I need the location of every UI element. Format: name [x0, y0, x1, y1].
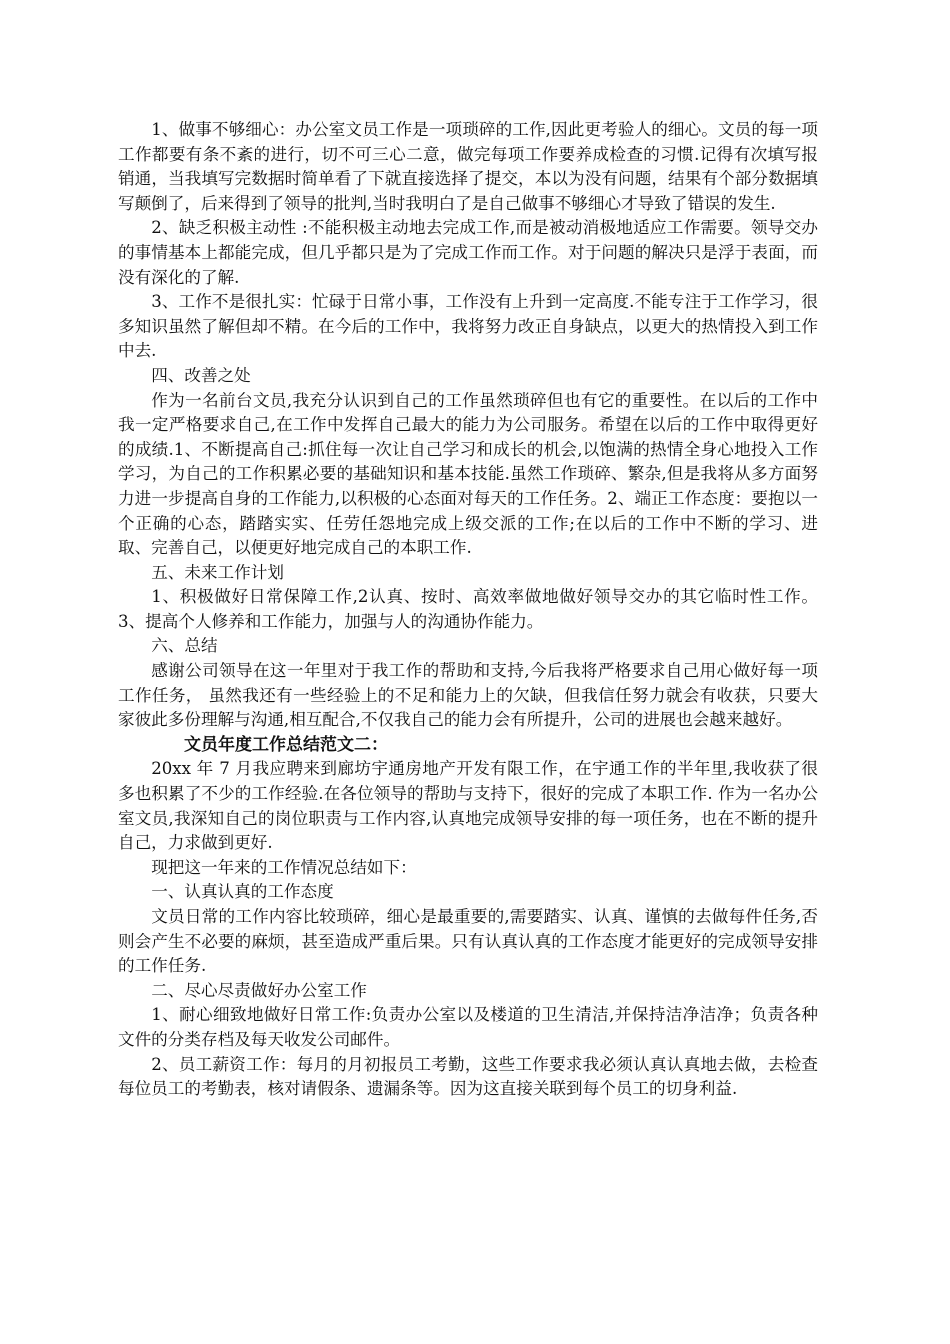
paragraph-not-solid: 3、工作不是很扎实：忙碌于日常小事，工作没有上升到一定高度.不能专注于工作学习，很多知识虽然了解但却不精。在今后的工作中，我将努力改正自身缺点，以更大的热情投入到工作中去. [118, 292, 818, 361]
paragraph-intro: 20xx 年 7 月我应聘来到廊坊宇通房地产开发有限工作，在宇通工作的半年里,我收获了很多也积累了不少的工作经验.在各位领导的帮助与支持下，很好的完成了本职工作. 作为一名办公室文员,我深知自己的岗位职责与工作内容,认真地完成领导安排的每一项任务，也在不断的提升自己，力求做到更好. [118, 759, 818, 853]
heading-attitude: 一、认真认真的工作态度 [151, 882, 334, 902]
heading-summary: 六、总结 [151, 636, 218, 656]
document-page [118, 118, 818, 1102]
paragraph-improvements: 作为一名前台文员,我充分认识到自己的工作虽然琐碎但也有它的重要性。在以后的工作中我一定严格要求自己,在工作中发挥自己最大的能力为公司服务。希望在以后的工作中取得更好的成绩.1、不断提高自己:抓住每一次让自己学习和成长的机会,以饱满的热情全身心地投入工作学习，为自己的工作积累必要的基础知识和基本技能.虽然工作琐碎、繁杂,但是我将从多方面努力进一步提高自身的工作能力,以积极的心态面对每天的工作任务。2、端正工作态度：要抱以一个正确的心态，踏踏实实、任劳任怨地完成上级交派的工作;在以后的工作中不断的学习、进取、完善自己，以便更好地完成自己的本职工作. [118, 390, 818, 558]
paragraph-summary-lead: 现把这一年来的工作情况总结如下： [151, 857, 417, 877]
paragraph-summary: 感谢公司领导在这一年里对于我工作的帮助和支持,今后我将严格要求自己用心做好每一项工作任务， 虽然我还有一些经验上的不足和能力上的欠缺，但我信任努力就会有收获，只要大家彼此多份理解与沟通,相互配合,不仅我自己的能力会有所提升，公司的进展也会越来越好。 [118, 661, 818, 730]
paragraph-lack-initiative: 2、缺乏积极主动性 :不能积极主动地去完成工作,而是被动消极地适应工作需要。领导交办的事情基本上都能完成，但几乎都只是为了完成工作而工作。对于问题的解决只是浮于表面，而没有深化的了解. [118, 218, 818, 287]
heading-office-work: 二、尽心尽责做好办公室工作 [151, 980, 367, 1000]
paragraph-salary-work: 2、员工薪资工作：每月的月初报员工考勤，这些工作要求我必须认真认真地去做，去检查每位员工的考勤表，核对请假条、遗漏条等。因为这直接关联到每个员工的切身利益. [118, 1054, 818, 1099]
heading-improvements: 四、改善之处 [151, 365, 251, 385]
paragraph-carelessness: 1、做事不够细心：办公室文员工作是一项琐碎的工作,因此更考验人的细心。文员的每一项工作都要有条不紊的进行，切不可三心二意，做完每项工作要养成检查的习惯.记得有次填写报销通，当我填写完数据时简单看了下就直接选择了提交，本以为没有问题，结果有个部分数据填写颠倒了，后来得到了领导的批判,当时我明白了是自己做事不够细心才导致了错误的发生. [118, 120, 818, 213]
paragraph-future-plan: 1、积极做好日常保障工作,2认真、按时、高效率做地做好领导交办的其它临时性工作。3、提高个人修养和工作能力，加强与人的沟通协作能力。 [118, 587, 818, 631]
section-title: 文员年度工作总结范文二： [184, 734, 388, 755]
heading-future-plan: 五、未来工作计划 [151, 562, 284, 582]
paragraph-attitude: 文员日常的工作内容比较琐碎，细心是最重要的,需要踏实、认真、谨慎的去做每件任务,否则会产生不必要的麻烦，甚至造成严重后果。只有认真认真的工作态度才能更好的完成领导安排的工作任务. [118, 907, 818, 976]
paragraph-daily-work: 1、耐心细致地做好日常工作:负责办公室以及楼道的卫生清洁,并保持洁净洁净；负责各种文件的分类存档及每天收发公司邮件。 [118, 1005, 818, 1049]
